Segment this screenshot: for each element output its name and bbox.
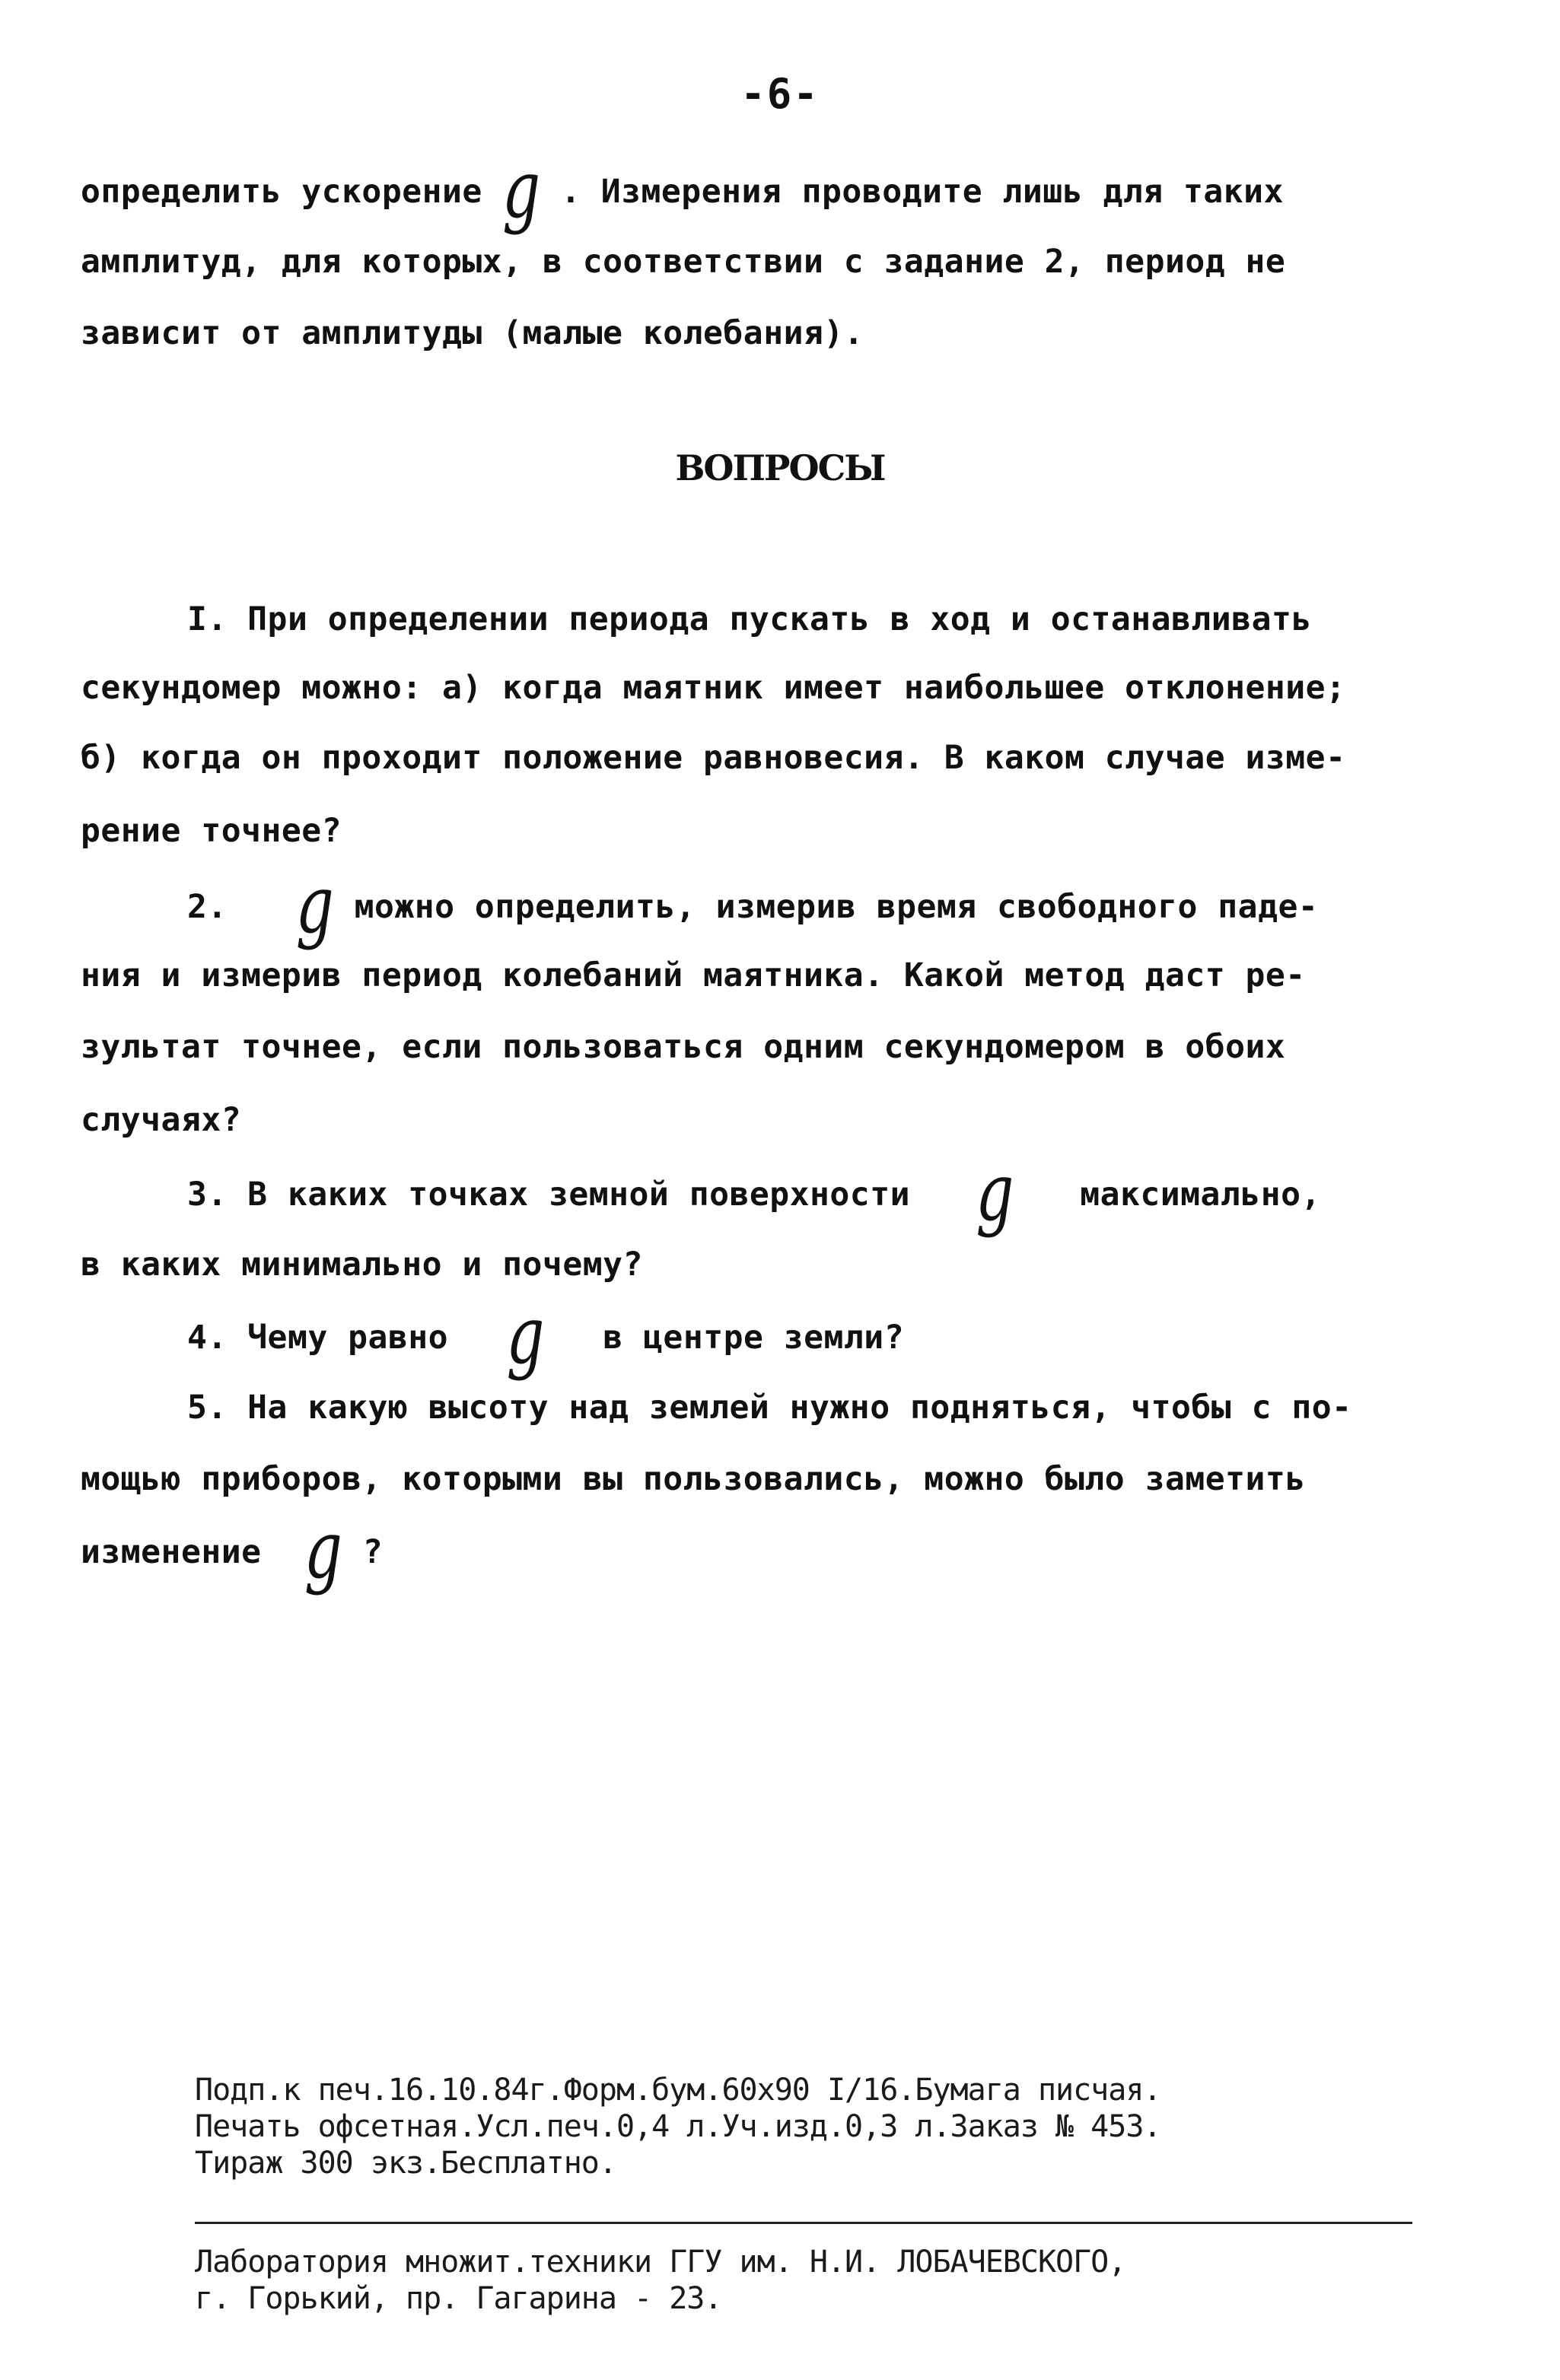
- q2-line-4: случаях?: [81, 1101, 242, 1139]
- intro-line-2: амплитуд, для которых, в соответствии с задание 2, период не: [81, 243, 1286, 281]
- q2-number: 2.: [187, 888, 228, 926]
- imprint-line-2: Печать офсетная.Усл.печ.0,4 л.Уч.изд.0,3 л.Заказ № 453.: [195, 2109, 1161, 2144]
- imprint-line-5: г. Горький, пр. Гагарина - 23.: [195, 2281, 722, 2316]
- section-heading: ВОПРОСЫ: [675, 447, 885, 488]
- g-symbol: g: [304, 1504, 343, 1597]
- g-symbol: g: [976, 1147, 1014, 1239]
- q5-line-3: [81, 1504, 384, 1597]
- g-symbol: g: [502, 144, 541, 237]
- q1-line-3: б) когда он проходит положение равновесия. В каком случае изме-: [81, 739, 1346, 777]
- g-symbol: g: [295, 859, 335, 952]
- q5-line-3-b: ?: [342, 1533, 384, 1571]
- q5-line-3-a: изменение: [81, 1533, 282, 1571]
- intro-line-3: зависит от амплитуды (малые колебания).: [81, 314, 864, 352]
- q3-line-1: [187, 1147, 1321, 1239]
- intro-line-1: [81, 144, 1284, 237]
- imprint-line-3: Тираж 300 экз.Бесплатно.: [195, 2146, 616, 2181]
- q4-line-1-a: 4. Чему равно: [187, 1319, 469, 1357]
- q3-line-1-a: 3. В каких точках земной поверхности: [187, 1176, 931, 1214]
- q2-line-3: зультат точнее, если пользоваться одним секундомером в обоих: [81, 1028, 1286, 1066]
- q1-line-1: I. При определении периода пускать в ход и останавливать: [187, 600, 1312, 638]
- imprint-divider: [195, 2222, 1412, 2224]
- q4-line-1-b: в центре земли?: [582, 1319, 905, 1357]
- imprint-line-1: Подп.к печ.16.10.84г.Форм.бум.60x90 I/16.Бумага писчая.: [195, 2073, 1161, 2108]
- intro-line-1-b: . Измерения проводите лишь для таких: [540, 173, 1284, 211]
- page-number: -6-: [740, 70, 820, 118]
- q2-line-1-b: можно определить, измерив время свободного паде-: [334, 888, 1319, 926]
- q2-line-1: [187, 859, 1319, 952]
- q3-line-2: в каких минимально и почему?: [81, 1246, 643, 1284]
- q2-line-2: ния и измерив период колебаний маятника. Какой метод даст ре-: [81, 956, 1306, 994]
- g-symbol: g: [506, 1290, 545, 1382]
- q1-line-2: секундомер можно: а) когда маятник имеет наибольшее отклонение;: [81, 669, 1346, 707]
- q1-line-4: рение точнее?: [81, 812, 342, 850]
- q3-line-1-b: максимально,: [1059, 1176, 1321, 1214]
- q4-line-1: [187, 1290, 905, 1382]
- intro-line-1-a: определить ускорение: [81, 173, 503, 211]
- q5-line-1: 5. На какую высоту над землей нужно подняться, чтобы с по-: [187, 1389, 1352, 1427]
- imprint-line-4: Лаборатория множит.техники ГГУ им. Н.И. ЛОБАЧЕВСКОГО,: [195, 2245, 1126, 2280]
- q5-line-2: мощью приборов, которыми вы пользовались, можно было заметить: [81, 1460, 1306, 1498]
